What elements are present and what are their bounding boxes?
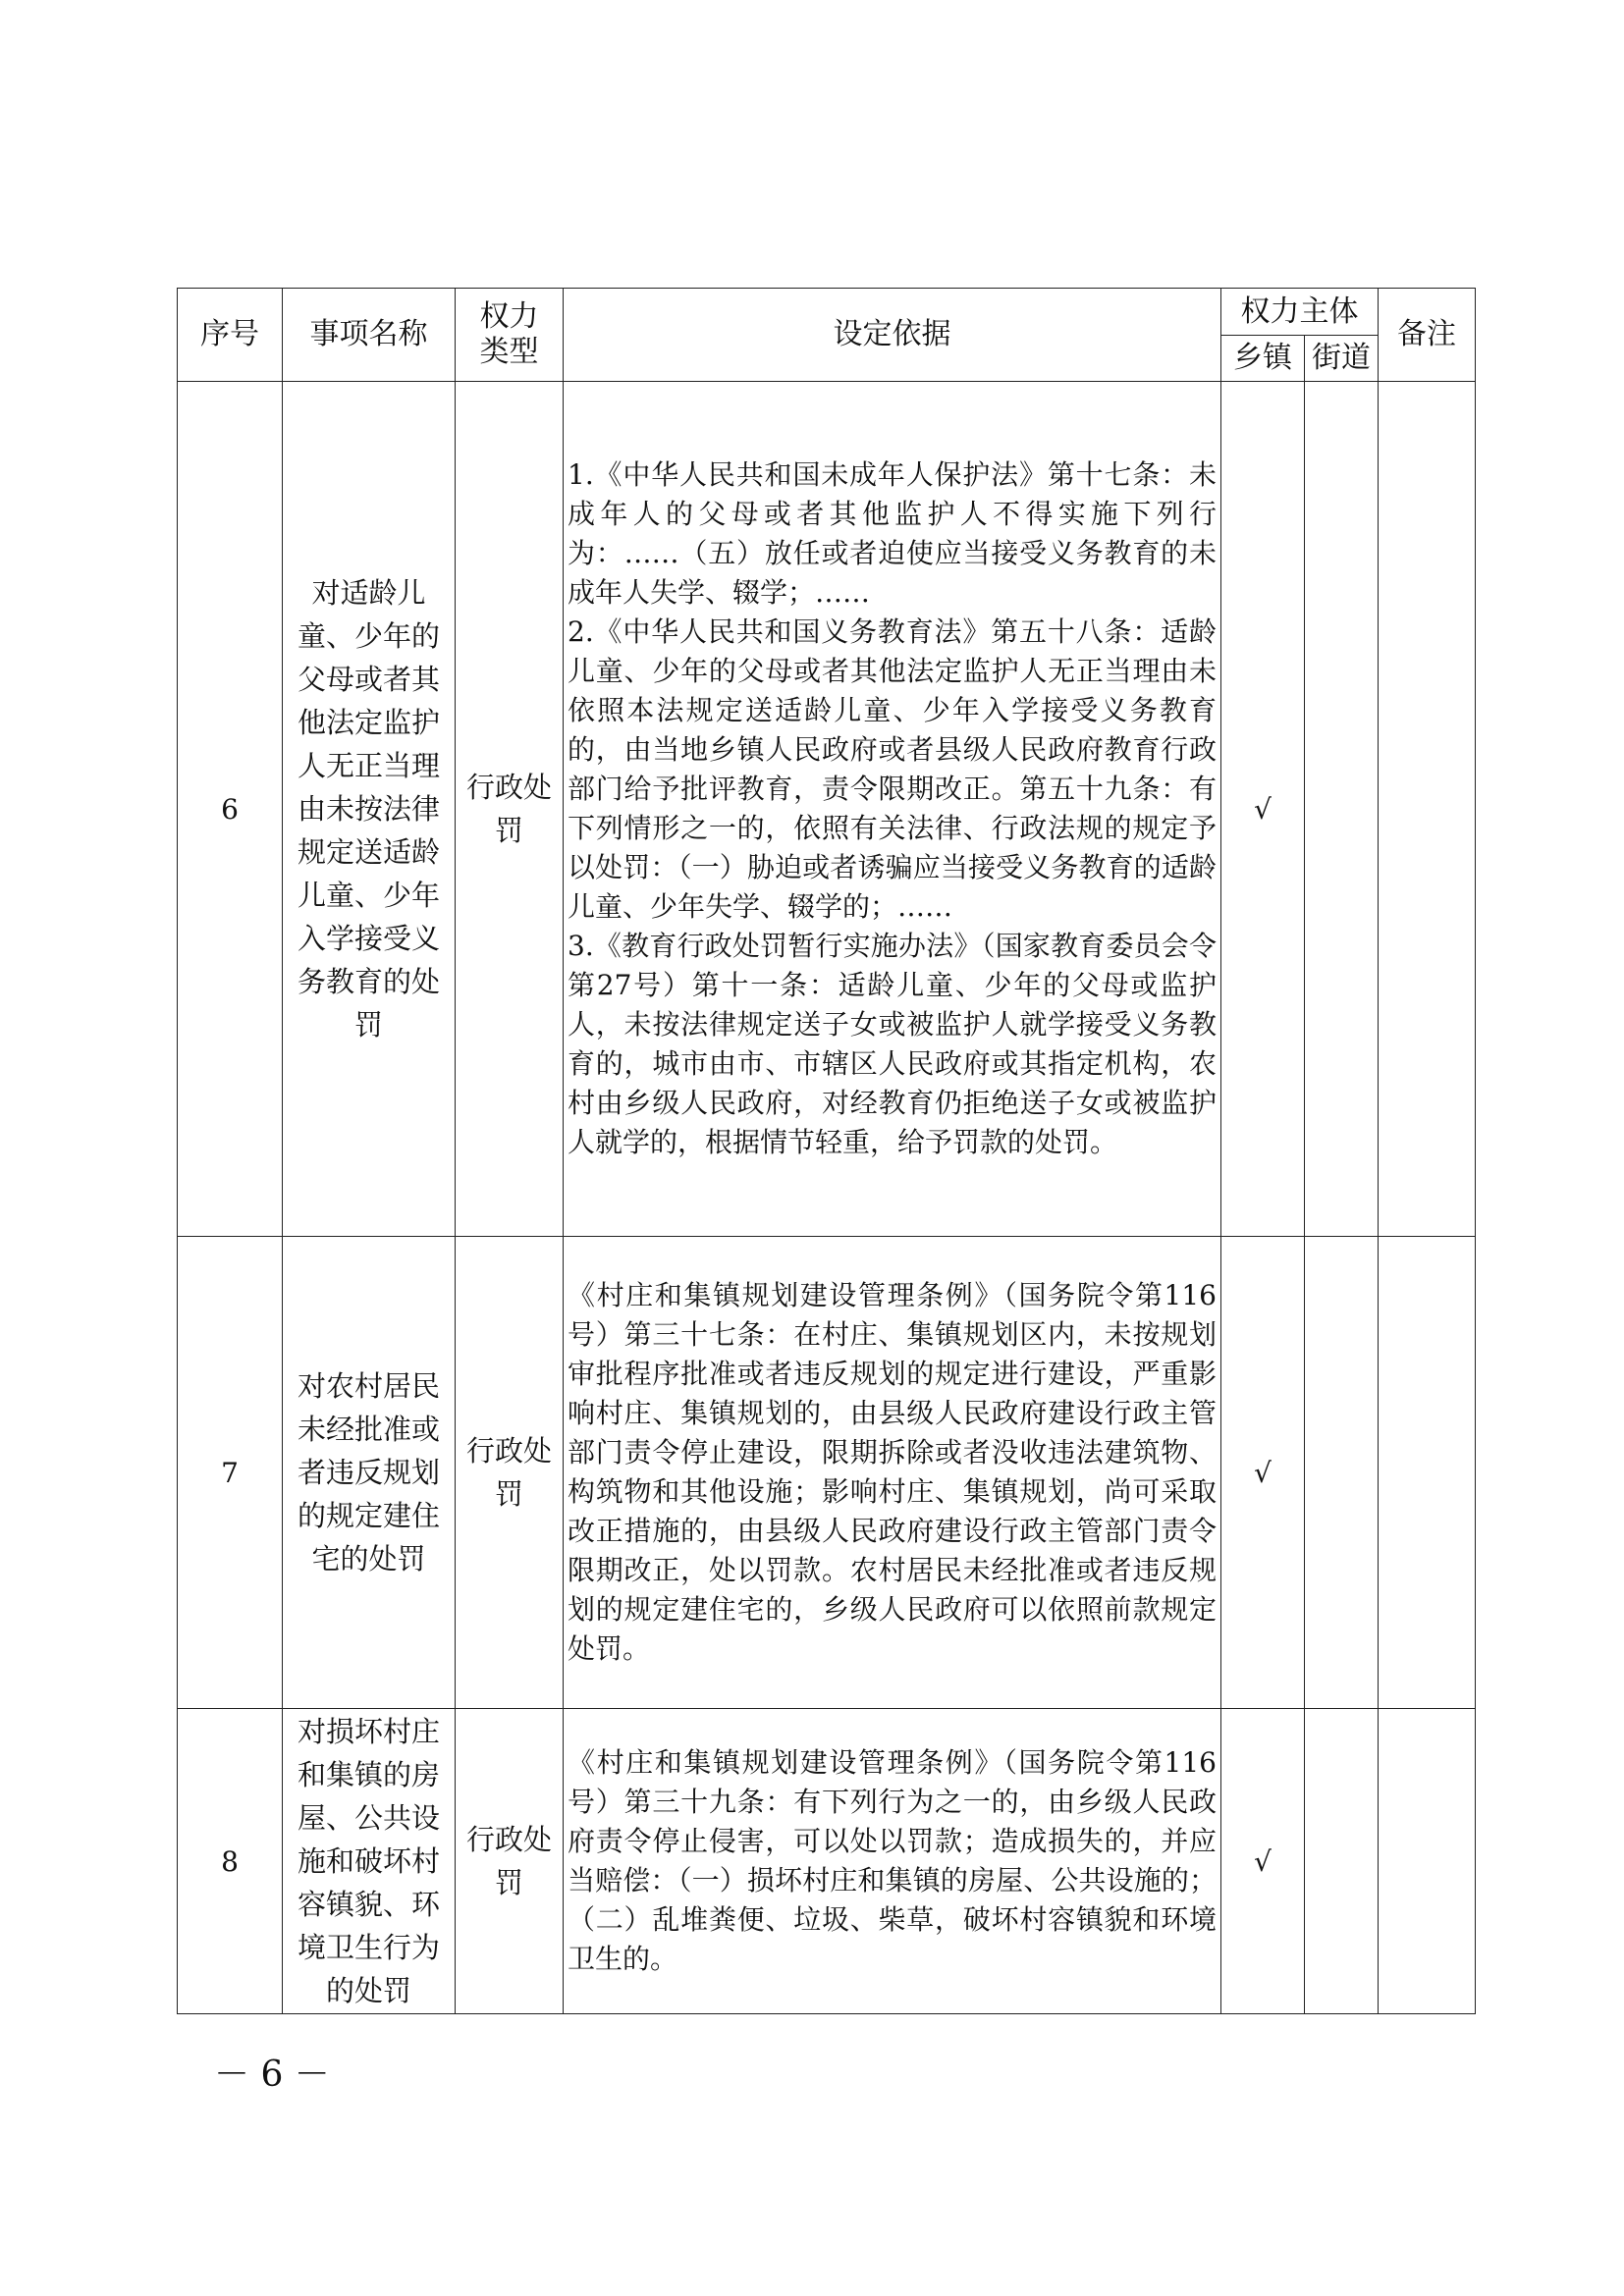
row-street-check <box>1305 1237 1379 1709</box>
row-seq: 7 <box>178 1237 283 1709</box>
row-remark <box>1379 1709 1476 2014</box>
basis-paragraph: 1.《中华人民共和国未成年人保护法》第十七条：未成年人的父母或者其他监护人不得实施下列行为：……（五）放任或者迫使应当接受义务教育的未成年人失学、辍学；…… <box>568 458 1217 609</box>
row-street-check <box>1305 382 1379 1237</box>
table-row <box>178 1709 1476 2014</box>
basis-paragraph: 3.《教育行政处罚暂行实施办法》（国家教育委员会令第27号）第十一条：适龄儿童、少年的父母或监护人，未按法律规定送子女或被监护人就学接受义务教育的，城市由市、市辖区人民政府或其指定机构，农村由乡级人民政府，对经教育仍拒绝送子女或被监护人就学的，根据情节轻重，给予罚款的处罚。 <box>568 930 1217 1158</box>
row-power-type: 行政处罚 <box>456 1237 564 1709</box>
header-seq: 序号 <box>178 289 283 382</box>
row-seq: 6 <box>178 382 283 1237</box>
header-row <box>178 289 1476 336</box>
table-row <box>178 382 1476 1237</box>
row-item-name: 对适龄儿童、少年的父母或者其他法定监护人无正当理由未按法律规定送适龄儿童、少年入学接受义务教育的处罚 <box>283 382 456 1237</box>
header-name: 事项名称 <box>283 289 456 382</box>
header-basis: 设定依据 <box>564 289 1221 382</box>
header-township: 乡镇 <box>1221 336 1305 382</box>
basis-paragraph: 《村庄和集镇规划建设管理条例》（国务院令第116号）第三十九条：有下列行为之一的，由乡级人民政府责令停止侵害，可以处以罚款；造成损失的，并应当赔偿：（一）损坏村庄和集镇的房屋、公共设施的；（二）乱堆粪便、垃圾、柴草，破坏村容镇貌和环境卫生的。 <box>568 1746 1217 1975</box>
row-item-name: 对损坏村庄和集镇的房屋、公共设施和破坏村容镇貌、环境卫生行为的处罚 <box>283 1709 456 2014</box>
header-remark: 备注 <box>1379 289 1476 382</box>
header-street: 街道 <box>1305 336 1379 382</box>
row-power-type: 行政处罚 <box>456 1709 564 2014</box>
row-basis <box>564 1709 1221 2014</box>
page-number: － 6 － <box>214 2055 330 2095</box>
basis-paragraph: 2.《中华人民共和国义务教育法》第五十八条：适龄儿童、少年的父母或者其他法定监护人无正当理由未依照本法规定送适龄儿童、少年入学接受义务教育的，由当地乡镇人民政府或者县级人民政府教育行政部门给予批评教育，责令限期改正。第五十九条：有下列情形之一的，依照有关法律、行政法规的规定予以处罚：（一）胁迫或者诱骗应当接受义务教育的适龄儿童、少年失学、辍学的；…… <box>568 615 1217 923</box>
row-seq: 8 <box>178 1709 283 2014</box>
basis-paragraph: 《村庄和集镇规划建设管理条例》（国务院令第116号）第三十七条：在村庄、集镇规划区内，未按规划审批程序批准或者违反规划的规定进行建设，严重影响村庄、集镇规划的，由县级人民政府建设行政主管部门责令停止建设，限期拆除或者没收违法建筑物、构筑物和其他设施；影响村庄、集镇规划，尚可采取改正措施的，由县级人民政府建设行政主管部门责令限期改正，处以罚款。农村居民未经批准或者违反规划的规定建住宅的，乡级人民政府可以依照前款规定处罚。 <box>568 1279 1217 1665</box>
row-item-name: 对农村居民未经批准或者违反规划的规定建住宅的处罚 <box>283 1237 456 1709</box>
row-street-check <box>1305 1709 1379 2014</box>
header-type: 权力类型 <box>456 289 564 382</box>
table-row <box>178 1237 1476 1709</box>
row-township-check: √ <box>1221 1237 1305 1709</box>
row-basis <box>564 382 1221 1237</box>
row-township-check: √ <box>1221 382 1305 1237</box>
power-list-table <box>177 288 1476 2014</box>
row-remark <box>1379 382 1476 1237</box>
header-subject: 权力主体 <box>1221 289 1379 336</box>
row-remark <box>1379 1237 1476 1709</box>
row-basis <box>564 1237 1221 1709</box>
row-power-type: 行政处罚 <box>456 382 564 1237</box>
row-township-check: √ <box>1221 1709 1305 2014</box>
